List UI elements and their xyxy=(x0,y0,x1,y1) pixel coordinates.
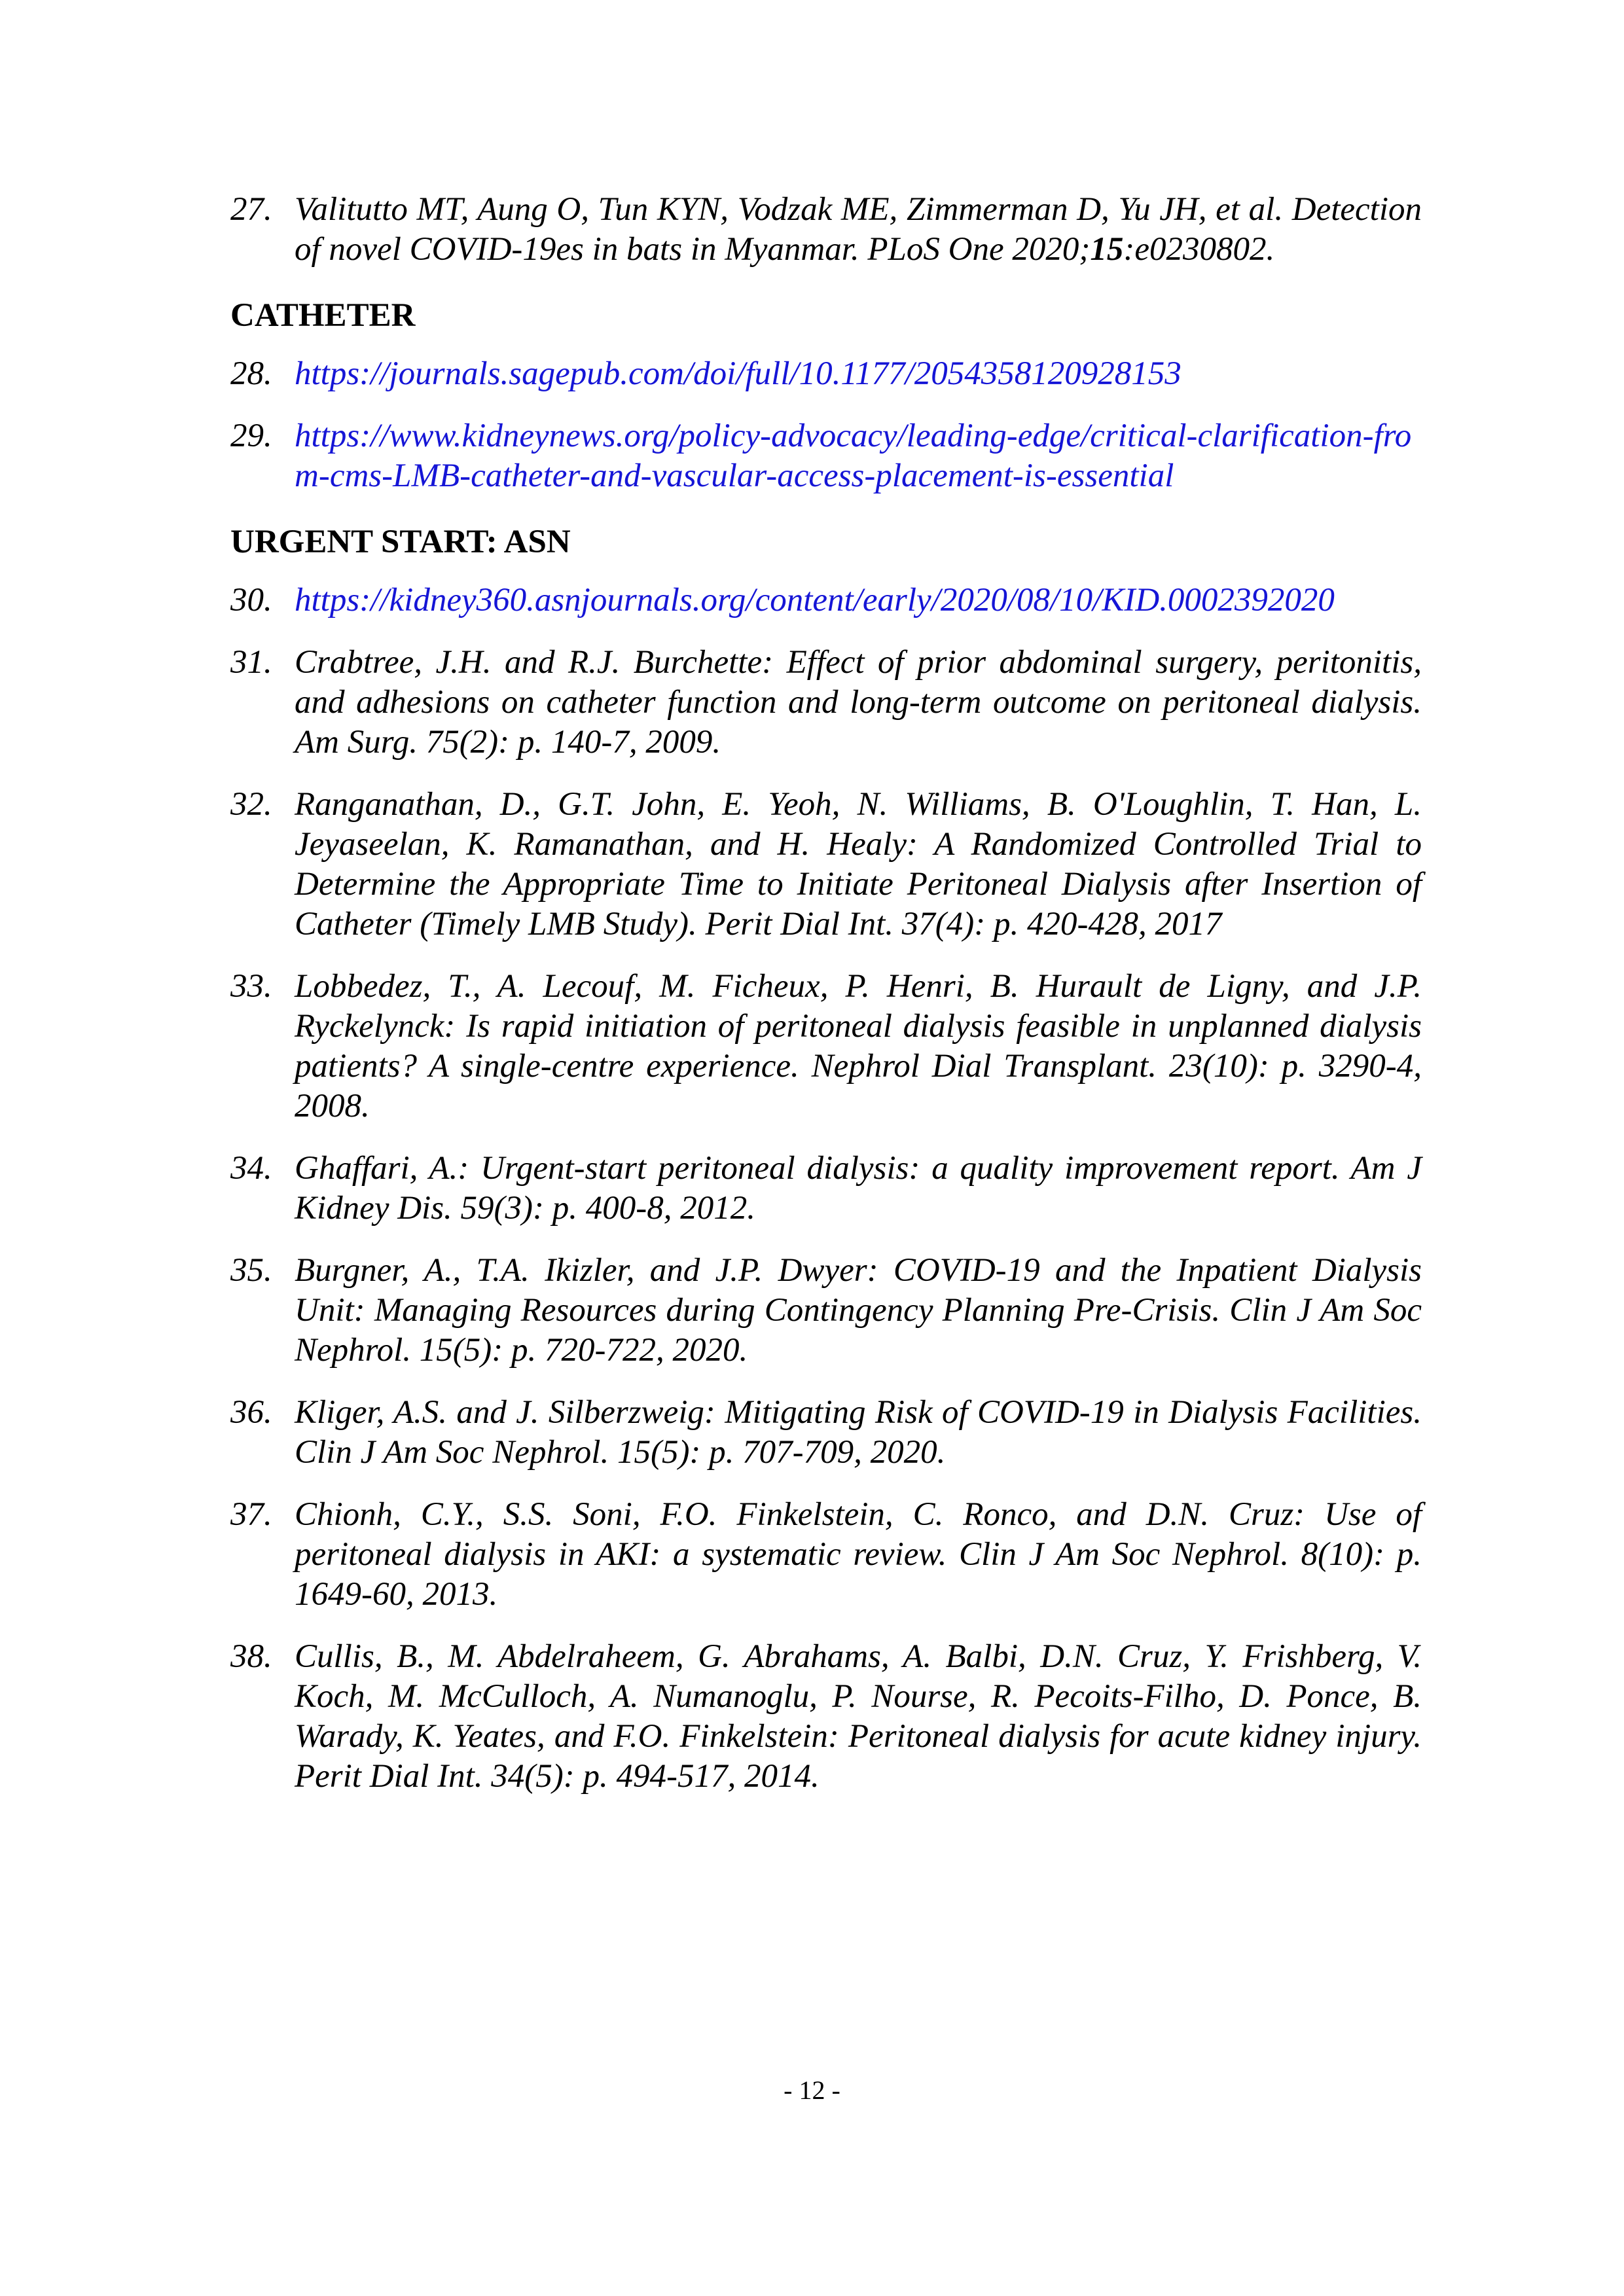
reference-link[interactable]: https://journals.sagepub.com/doi/full/10.1177/2054358120928153 xyxy=(295,355,1182,392)
reference-30 xyxy=(230,581,1422,620)
reference-27 xyxy=(230,190,1422,270)
reference-link[interactable]: https://kidney360.asnjournals.org/content/early/2020/08/10/KID.0002392020 xyxy=(295,582,1335,619)
page-number: - 12 - xyxy=(784,2075,840,2105)
reference-31 xyxy=(230,643,1422,762)
reference-33 xyxy=(230,967,1422,1126)
reference-text: Kliger, A.S. and J. Silberzweig: Mitigating Risk of COVID-19 in Dialysis Facilities. Clin J Am Soc Nephrol. 15(5): p. 707-709, 2020. xyxy=(295,1394,1422,1471)
reference-number: 27. xyxy=(230,191,272,228)
reference-text: Ghaffari, A.: Urgent-start peritoneal dialysis: a quality improvement report. Am J Kidney Dis. 59(3): p. 400-8, 2012. xyxy=(295,1150,1422,1227)
reference-37 xyxy=(230,1495,1422,1615)
reference-text: Valitutto MT, Aung O, Tun KYN, Vodzak ME, Zimmerman D, Yu JH, et al. Detection of novel COVID-19es in bats in Myanmar. PLoS One 2020; xyxy=(295,191,1422,268)
reference-number: 29. xyxy=(230,418,272,454)
reference-text: Burgner, A., T.A. Ikizler, and J.P. Dwyer: COVID-19 and the Inpatient Dialysis Unit: Managing Resources during Contingency Planning Pre-Crisis. Clin J Am Soc Nephrol. 15(5): p. 720-722, 2020. xyxy=(295,1252,1422,1369)
reference-text-end: :e0230802. xyxy=(1123,231,1275,268)
reference-number: 37. xyxy=(230,1496,272,1533)
reference-34 xyxy=(230,1149,1422,1229)
reference-32 xyxy=(230,785,1422,944)
section-heading-urgent-start: URGENT START: ASN xyxy=(230,524,571,560)
reference-text: Lobbedez, T., A. Lecouf, M. Ficheux, P. Henri, B. Hurault de Ligny, and J.P. Ryckelynck: Is rapid initiation of peritoneal dialysis feasible in unplanned dialysis patients? A single-centre experience. Nephrol Dial Transplant. 23(10): p. 3290-4, 2008. xyxy=(295,968,1422,1124)
reference-29 xyxy=(230,416,1422,496)
reference-28 xyxy=(230,354,1422,394)
reference-36 xyxy=(230,1393,1422,1473)
reference-38 xyxy=(230,1637,1422,1797)
reference-number: 28. xyxy=(230,355,272,392)
reference-number: 33. xyxy=(230,968,272,1005)
reference-number: 35. xyxy=(230,1252,272,1289)
reference-text: Cullis, B., M. Abdelraheem, G. Abrahams, A. Balbi, D.N. Cruz, Y. Frishberg, V. Koch, M. McCulloch, A. Numanoglu, P. Nourse, R. Pecoits-Filho, D. Ponce, B. Warady, K. Yeates, and F.O. Finkelstein: Peritoneal dialysis for acute kidney injury. Perit Dial Int. 34(5): p. 494-517, 2014. xyxy=(295,1638,1422,1795)
reference-number: 31. xyxy=(230,644,272,681)
reference-number: 32. xyxy=(230,786,272,823)
reference-number: 34. xyxy=(230,1150,272,1187)
reference-number: 30. xyxy=(230,582,272,619)
reference-text: Crabtree, J.H. and R.J. Burchette: Effect of prior abdominal surgery, peritonitis, and adhesions on catheter function and long-term outcome on peritoneal dialysis. Am Surg. 75(2): p. 140-7, 2009. xyxy=(295,644,1422,761)
reference-35 xyxy=(230,1251,1422,1371)
reference-link[interactable]: https://www.kidneynews.org/policy-advocacy/leading-edge/critical-clarification-from-cms-LMB-catheter-and-vascular-access-placement-is-essential xyxy=(295,418,1412,494)
reference-list xyxy=(230,190,1422,1819)
reference-number: 38. xyxy=(230,1638,272,1675)
reference-number: 36. xyxy=(230,1394,272,1431)
reference-text: Ranganathan, D., G.T. John, E. Yeoh, N. Williams, B. O'Loughlin, T. Han, L. Jeyaseelan, K. Ramanathan, and H. Healy: A Randomized Controlled Trial to Determine the Appropriate Time to Initiate Peritoneal Dialysis after Insertion of Catheter (Timely LMB Study). Perit Dial Int. 37(4): p. 420-428, 2017 xyxy=(295,786,1422,942)
section-heading-catheter: CATHETER xyxy=(230,297,416,334)
reference-volume: 15 xyxy=(1090,231,1124,268)
reference-text: Chionh, C.Y., S.S. Soni, F.O. Finkelstein, C. Ronco, and D.N. Cruz: Use of peritoneal dialysis in AKI: a systematic review. Clin J Am Soc Nephrol. 8(10): p. 1649-60, 2013. xyxy=(295,1496,1422,1613)
